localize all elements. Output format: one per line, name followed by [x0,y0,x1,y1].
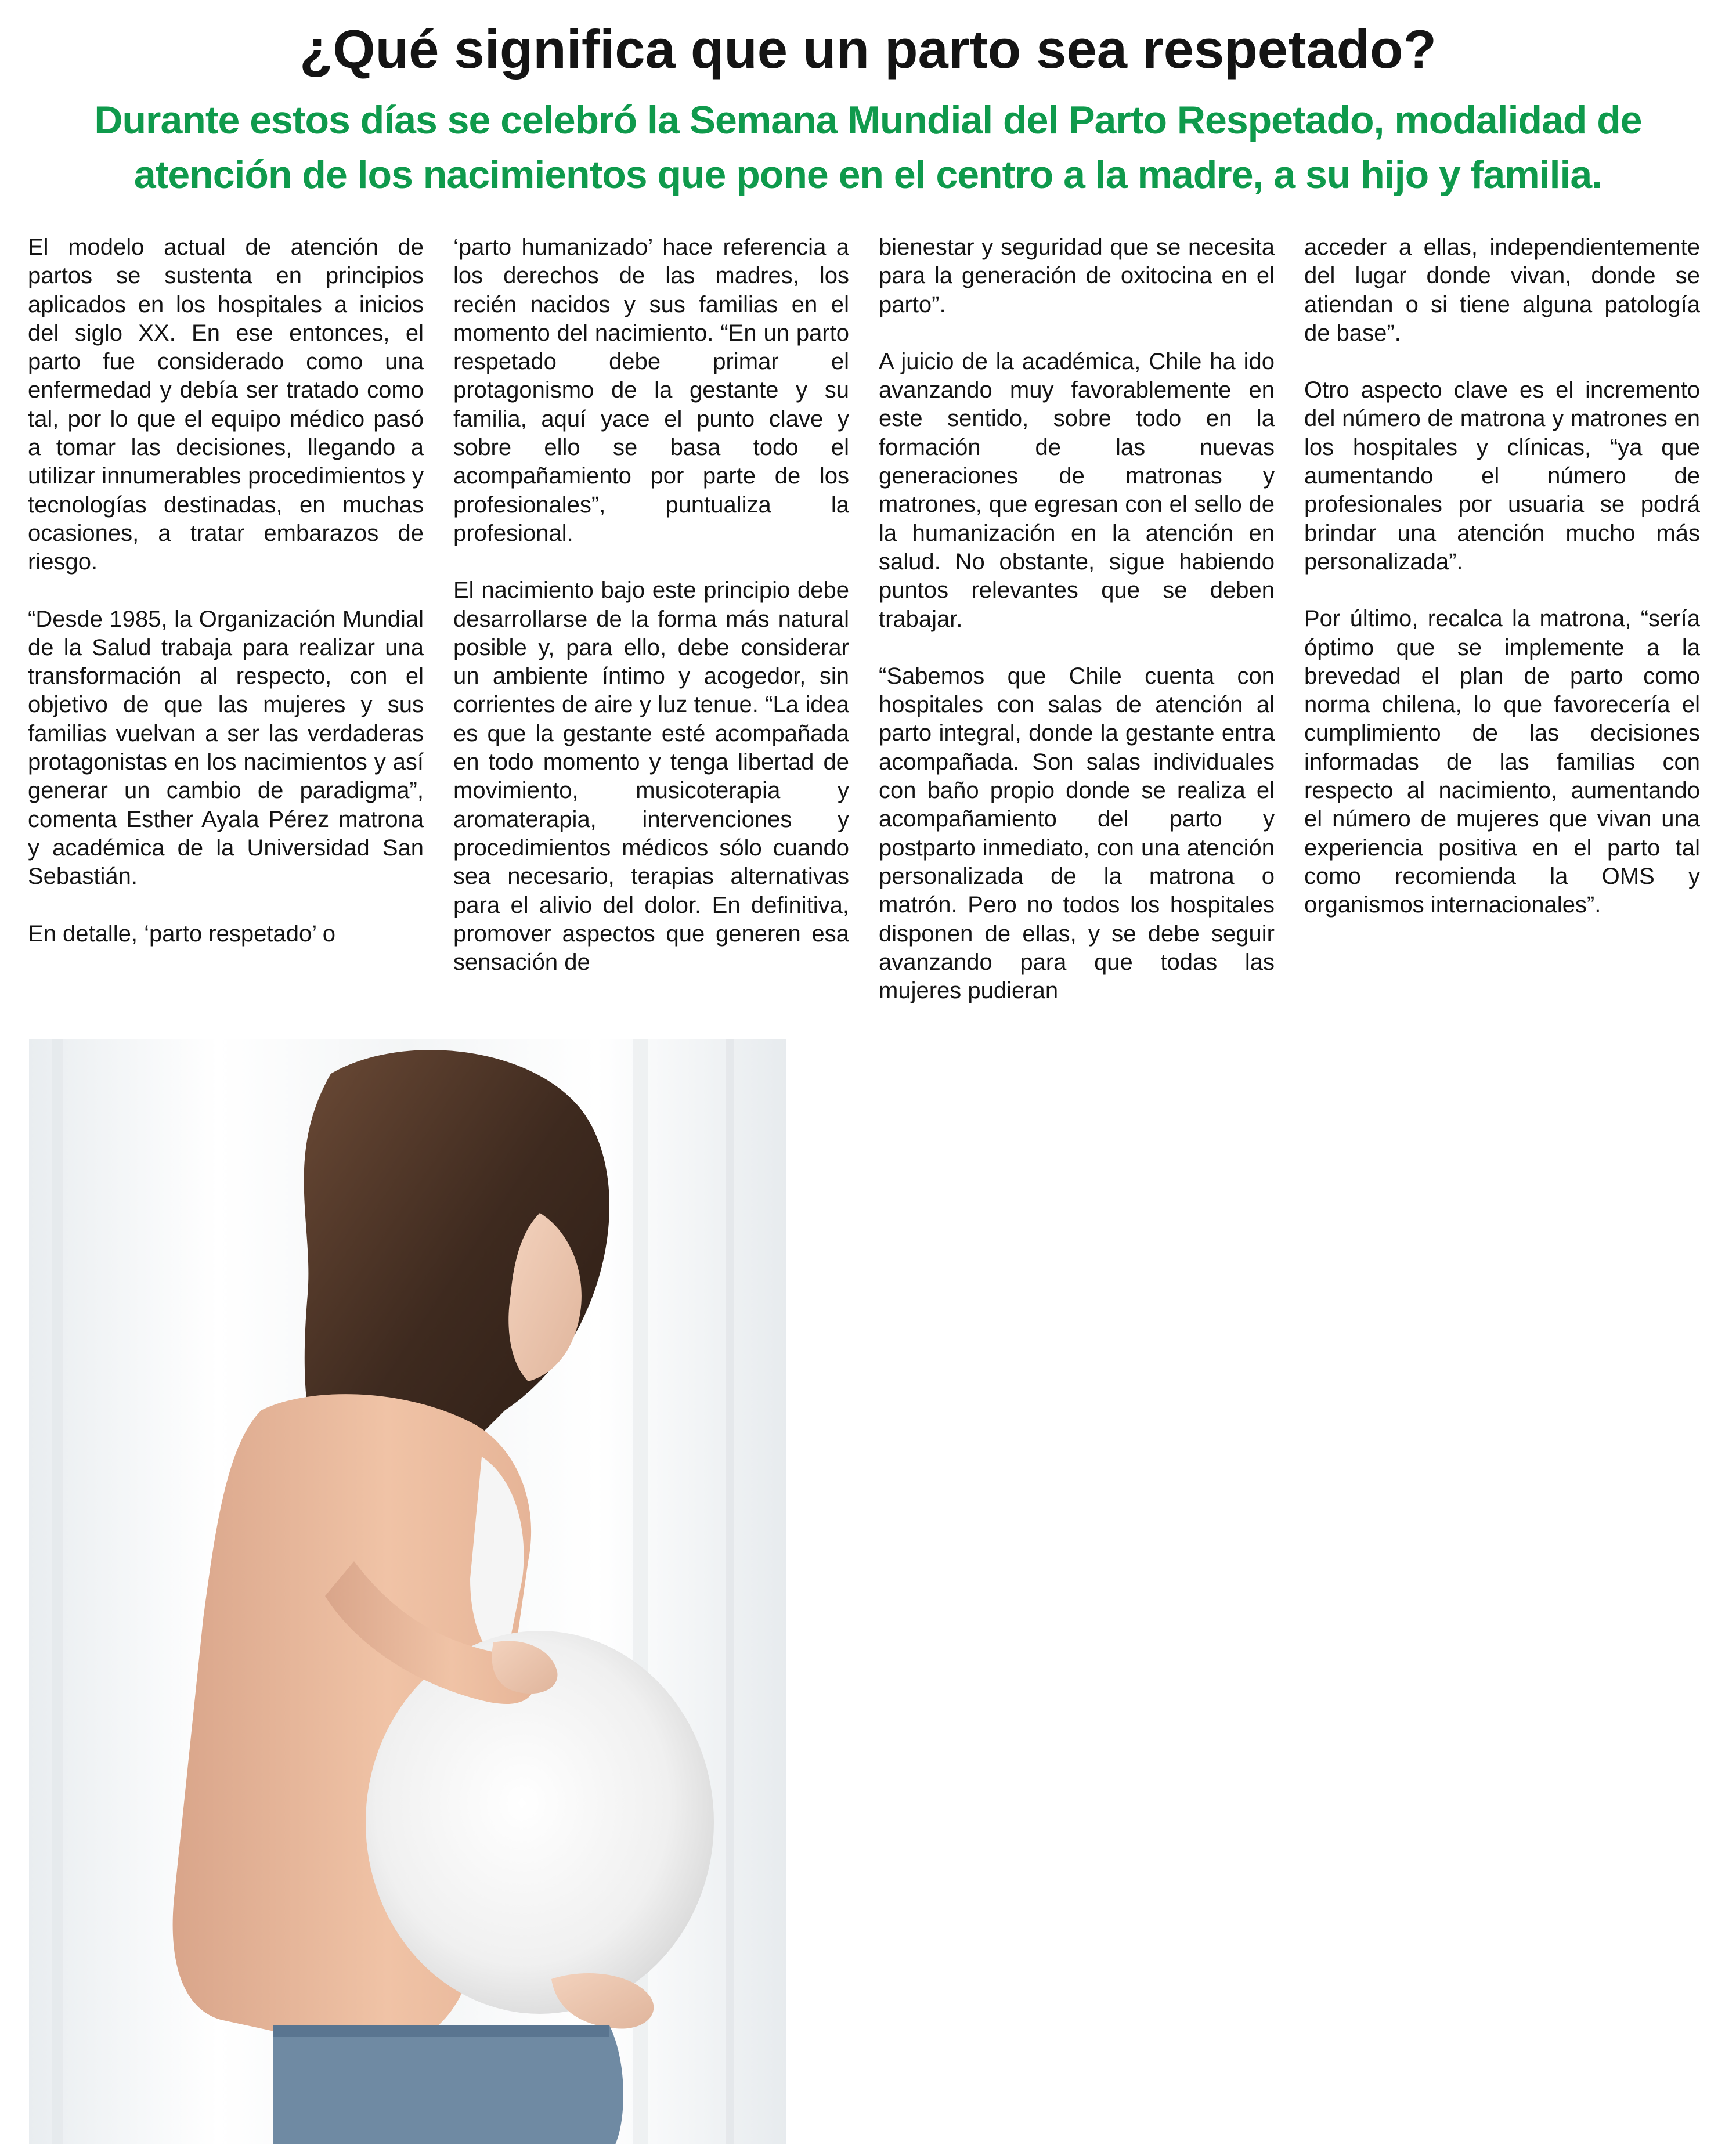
paragraph: acceder a ellas, independientemente del lugar donde vivan, donde se atiendan o si tiene alguna patología de base”. [1304,234,1700,346]
paragraph: “Desde 1985, la Organización Mundial de la Salud trabaja para realizar una transformación al respecto, con el objetivo de que las mujeres y sus familias vuelvan a ser las verdaderas protagonistas en los nacimientos y así generar un cambio de paradigma”, comenta Esther Ayala Pérez matrona y académica de la Universidad San Sebastián. [28,606,424,890]
article-body [28,233,1699,1011]
paragraph: El nacimiento bajo este principio debe desarrollarse de la forma más natural posible y, para ello, debe considerar un ambiente íntimo y acogedor, sin corrientes de aire y luz tenue. “La idea es que la gestante esté acompañada en todo momento y tenga libertad de movimiento, musicoterapia y aromaterapia, intervenciones y procedimientos médicos sólo cuando sea necesario, terapias alternativas para el alivio del dolor. En definitiva, promover aspectos que generen esa sensación de [453,577,849,976]
paragraph: El modelo actual de atención de partos se sustenta en principios aplicados en los hospitales a inicios del siglo XX. En ese entonces, el parto fue considerado como una enfermedad y debía ser tratado como tal, por lo que el equipo médico pasó a tomar las decisiones, llegando a utilizar innumerables procedimientos y tecnologías destinadas, en muchas ocasiones, a tratar embarazos de riesgo. [28,234,424,575]
paragraph: bienestar y seguridad que se necesita para la generación de oxitocina en el parto”. [879,234,1275,317]
paragraph: Por último, recalca la matrona, “sería óptimo que se implemente a la brevedad el plan de parto como norma chilena, lo que favorecería el cumplimiento de las decisiones informadas de las familias con respecto al nacimiento, aumentando el número de mujeres que vivan una experiencia positiva en el parto tal como recomienda la OMS y organismos internacionales”. [1304,606,1700,918]
paragraph: A juicio de la académica, Chile ha ido avanzando muy favorablemente en este sentido, sobre todo en la formación de las nuevas generaciones de matronas y matrones, que egresan con el sello de la humanización en la atención en salud. No obstante, sigue habiendo puntos relevantes que se deben trabajar. [879,348,1275,632]
article-title: ¿Qué significa que un parto sea respetado? [299,19,1437,80]
paragraph: Otro aspecto clave es el incremento del número de matrona y matrones en los hospitales y clínicas, “ya que aumentando el número de profesionales por usuaria se podrá brindar una atención mucho más personalizada”. [1304,377,1700,575]
text-column-2 [453,233,849,1011]
pregnant-woman-photo [29,1039,786,2144]
text-column-4 [1304,233,1700,1011]
paragraph: “Sabemos que Chile cuenta con hospitales con salas de atención al parto integral, donde la gestante entra acompañada. Son salas individuales con baño propio donde se realiza el acompañamiento del parto y postparto inmediato, con una atención personalizada de la matrona o matrón. Pero no todos los hospitales disponen de ellas, y se debe seguir avanzando para que todas las mujeres pudieran [879,663,1275,1004]
text-column-1 [28,233,424,1011]
pregnant-woman-illustration [29,1039,786,2144]
article-subtitle: Durante estos días se celebró la Semana Mundial del Parto Respetado, modalidad de atención de los nacimientos que pone en el centro a la madre, a su hijo y familia. [94,98,1642,197]
paragraph: En detalle, ‘parto respetado’ o [28,920,335,947]
text-column-3 [879,233,1275,1011]
paragraph: ‘parto humanizado’ hace referencia a los derechos de las madres, los recién nacidos y sus familias en el momento del nacimiento. “En un parto respetado debe primar el protagonismo de la gestante y su familia, aquí yace el punto clave y sobre ello se basa todo el acompañamiento por parte de los profesionales”, puntualiza la profesional. [453,234,849,546]
